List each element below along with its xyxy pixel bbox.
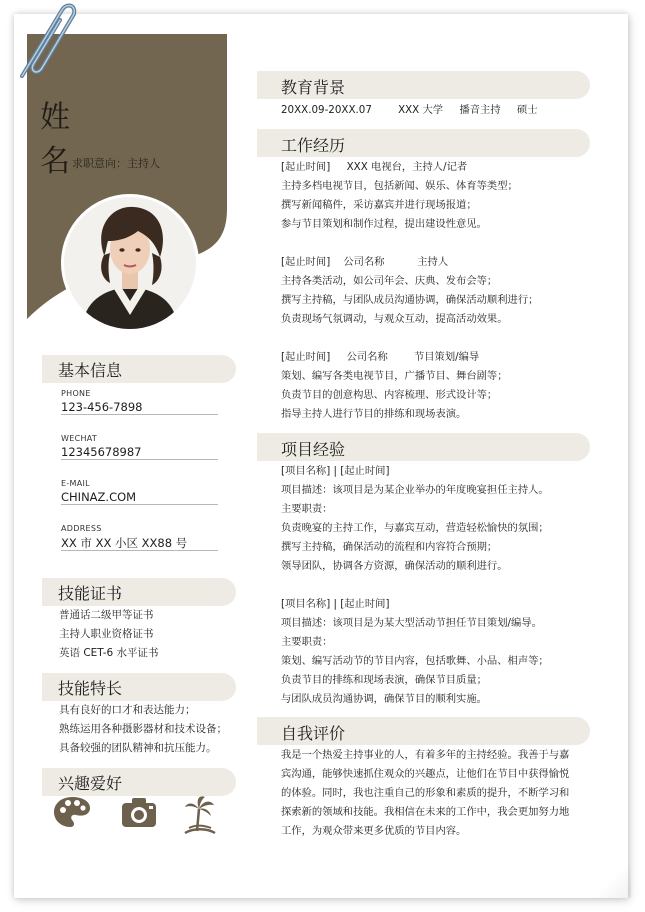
divider <box>61 504 218 505</box>
section-hobbies <box>42 768 236 796</box>
work-header: [起止时间] XXX 电视台，主持人/记者 <box>281 161 468 173</box>
candidate-name: 姓 名 <box>40 100 96 179</box>
self-eval-line: 的体验。同时，我也注重自己的形象和素质的提升，不断学习和 <box>281 787 570 799</box>
section-skills <box>42 673 236 701</box>
phone-label: PHONE <box>61 389 91 398</box>
section-title: 技能证书 <box>58 584 123 603</box>
profile-photo <box>61 194 199 332</box>
section-basic-info <box>42 355 236 383</box>
palette-icon <box>53 795 91 829</box>
address-value: XX 市 XX 小区 XX88 号 <box>61 536 188 550</box>
project-line: 项目描述：该项目是为某大型活动节担任节目策划/编导。 <box>281 617 542 629</box>
work-line: 撰写主持稿，与团队成员沟通协调，确保活动顺利进行； <box>281 294 539 306</box>
wechat-value: 12345678987 <box>61 445 142 459</box>
section-self-evaluation <box>257 717 590 745</box>
skill-item: 具备较强的团队精神和抗压能力。 <box>59 742 217 754</box>
self-eval-line: 探索新的领域和技能。我相信在未来的工作中，我会更加努力地 <box>281 806 570 818</box>
skill-item: 熟练运用各种摄影器材和技术设备； <box>59 723 227 735</box>
cert-item: 普通话二级甲等证书 <box>59 609 154 621</box>
self-eval-line: 工作，为观众带来更多优质的节目内容。 <box>281 825 467 837</box>
beach-icon <box>183 795 217 835</box>
work-line: 负责节目的创意构思、内容梳理、形式设计等； <box>281 389 498 401</box>
cert-item: 英语 CET-6 水平证书 <box>59 647 159 659</box>
section-title: 兴趣爱好 <box>58 774 123 793</box>
project-header: [项目名称] | [起止时间] <box>281 598 390 610</box>
section-title: 技能特长 <box>58 679 123 698</box>
work-line: 撰写新闻稿件，采访嘉宾并进行现场报道； <box>281 199 477 211</box>
project-line: 主要职责： <box>281 503 333 515</box>
project-line: 负责晚宴的主持工作，与嘉宾互动，营造轻松愉快的氛围； <box>281 522 549 534</box>
divider <box>61 414 218 415</box>
education-line: 20XX.09-20XX.07 XXX 大学 播音主持 硕士 <box>281 104 538 116</box>
project-line: 项目描述：该项目是为某企业举办的年度晚宴担任主持人。 <box>281 484 549 496</box>
section-certificates <box>42 578 236 606</box>
divider <box>61 550 218 551</box>
section-title: 工作经历 <box>281 136 346 155</box>
work-line: 指导主持人进行节目的排练和现场表演。 <box>281 408 467 420</box>
cert-item: 主持人职业资格证书 <box>59 628 154 640</box>
job-intent: 求职意向：主持人 <box>72 157 160 170</box>
email-label: E-MAIL <box>61 479 90 488</box>
work-line: 主持各类活动，如公司年会、庆典、发布会等； <box>281 275 498 287</box>
page-curl <box>591 858 631 898</box>
section-education <box>257 71 590 99</box>
camera-icon <box>121 795 157 829</box>
paperclip-icon <box>4 0 84 90</box>
self-eval-line: 我是一个热爱主持事业的人，有着多年的主持经验。我善于与嘉 <box>281 749 570 761</box>
self-eval-line: 宾沟通，能够快速抓住观众的兴趣点，让他们在节目中获得愉悦 <box>281 768 570 780</box>
work-line: 负责现场气氛调动，与观众互动，提高活动效果。 <box>281 313 508 325</box>
section-title: 基本信息 <box>58 361 123 380</box>
section-work <box>257 129 590 157</box>
project-header: [项目名称] | [起止时间] <box>281 465 390 477</box>
section-title: 教育背景 <box>281 78 346 97</box>
work-header: [起止时间] 公司名称 主持人 <box>281 256 449 268</box>
address-label: ADDRESS <box>61 524 102 533</box>
work-line: 主持多档电视节目，包括新闻、娱乐、体育等类型； <box>281 180 518 192</box>
skill-item: 具有良好的口才和表达能力； <box>59 704 196 716</box>
project-line: 与团队成员沟通协调，确保节目的顺利实施。 <box>281 693 487 705</box>
project-line: 撰写主持稿，确保活动的流程和内容符合预期； <box>281 541 498 553</box>
work-line: 策划、编写各类电视节目，广播节目、舞台剧等； <box>281 370 508 382</box>
project-line: 负责节目的排练和现场表演，确保节目质量； <box>281 674 487 686</box>
email-value: CHINAZ.COM <box>61 490 137 504</box>
section-title: 项目经验 <box>281 440 346 459</box>
project-line: 领导团队，协调各方资源，确保活动的顺利进行。 <box>281 560 508 572</box>
phone-value: 123-456-7898 <box>61 400 143 414</box>
project-line: 策划、编写活动节的节目内容，包括歌舞、小品、相声等； <box>281 655 549 667</box>
project-line: 主要职责： <box>281 636 333 648</box>
section-projects <box>257 433 590 461</box>
wechat-label: WECHAT <box>61 434 98 443</box>
work-line: 参与节目策划和制作过程，提出建设性意见。 <box>281 218 487 230</box>
section-title: 自我评价 <box>281 724 346 743</box>
divider <box>61 459 218 460</box>
work-header: [起止时间] 公司名称 节目策划/编导 <box>281 351 480 363</box>
